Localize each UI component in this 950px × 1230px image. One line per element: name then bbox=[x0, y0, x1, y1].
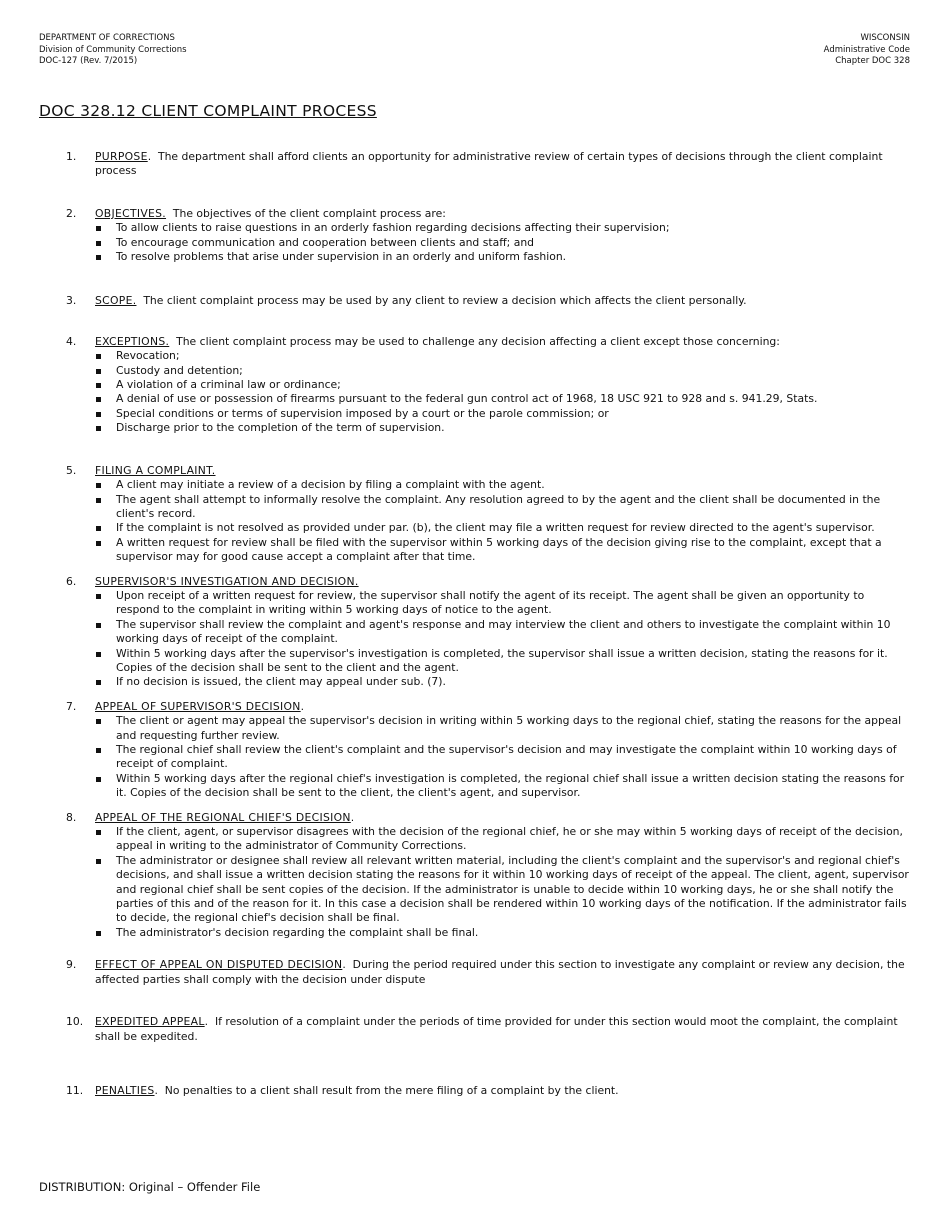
section-heading: APPEAL OF SUPERVISOR'S DECISION bbox=[95, 699, 301, 713]
distribution-label: DISTRIBUTION: bbox=[39, 1180, 126, 1194]
bullet-item: The administrator or designee shall review all relevant written material, including the client's complaint and the supervisor's and regional chief's decisions, and shall issue a written decision stating the reasons for it within 10 working days of receipt of the appeal. The client, agent, supervisor and regional chief shall be sent copies of the decision. If the administrator is unable to decide within 10 working days, he or she shall notify the parties of this and of the reason for it. In this case a decision shall be rendered within 10 working days of the notification. If the administrator fails to decide, the regional chief's decision shall be final. bbox=[95, 854, 911, 926]
section-number: 6. bbox=[66, 574, 77, 588]
section-lead bbox=[95, 207, 911, 221]
bullet-item: If no decision is issued, the client may appeal under sub. (7). bbox=[95, 675, 911, 689]
section-text: The client complaint process may be used to challenge any decision affecting a client except those concerning: bbox=[169, 334, 780, 348]
section-bullets bbox=[95, 478, 911, 564]
section-number: 10. bbox=[66, 1015, 84, 1029]
bullet-item: Custody and detention; bbox=[95, 364, 911, 378]
section-bullets bbox=[95, 589, 911, 690]
section-6 bbox=[39, 575, 911, 690]
state-name: WISCONSIN bbox=[860, 33, 910, 43]
section-lead bbox=[95, 464, 911, 478]
bullet-item: The client or agent may appeal the supervisor's decision in writing within 5 working days to the regional chief, stating the reasons for the appeal and requesting further review. bbox=[95, 714, 911, 743]
section-lead bbox=[95, 575, 911, 589]
section-text: . During the period required under this section to investigate any complaint or review any decision, the affected parties shall comply with the decision under dispute bbox=[95, 958, 909, 986]
section-11 bbox=[39, 1084, 911, 1098]
header-left bbox=[39, 33, 187, 68]
bullet-item: To allow clients to raise questions in an orderly fashion regarding decisions affecting their supervision; bbox=[95, 221, 911, 235]
bullet-item: Within 5 working days after the supervisor's investigation is completed, the supervisor shall issue a written decision, stating the reasons for it. Copies of the decision shall be sent to the client and the agent. bbox=[95, 647, 911, 676]
distribution-footer bbox=[39, 1180, 260, 1194]
section-text: . The department shall afford clients an opportunity for administrative review of certain types of decisions through the client complaint process bbox=[95, 150, 887, 178]
section-lead bbox=[95, 294, 911, 308]
section-heading: SUPERVISOR'S INVESTIGATION AND DECISION. bbox=[95, 574, 359, 588]
section-3 bbox=[39, 294, 911, 308]
section-9 bbox=[39, 958, 911, 987]
header-right bbox=[824, 33, 910, 68]
section-text: The objectives of the client complaint process are: bbox=[166, 206, 446, 220]
section-bullets bbox=[95, 349, 911, 435]
bullet-item: The supervisor shall review the complaint and agent's response and may interview the client and others to investigate the complaint within 10 working days of receipt of the complaint. bbox=[95, 618, 911, 647]
bullet-item: To resolve problems that arise under supervision in an orderly and uniform fashion. bbox=[95, 250, 911, 264]
page-title: DOC 328.12 CLIENT COMPLAINT PROCESS bbox=[39, 102, 377, 120]
section-text: . bbox=[300, 699, 305, 713]
bullet-item: The agent shall attempt to informally resolve the complaint. Any resolution agreed to by the agent and the client shall be documented in the client's record. bbox=[95, 493, 911, 522]
section-number: 2. bbox=[66, 206, 77, 220]
section-7 bbox=[39, 700, 911, 801]
section-number: 11. bbox=[66, 1083, 84, 1097]
section-lead bbox=[95, 811, 911, 825]
section-text: . No penalties to a client shall result from the mere filing of a complaint by the client. bbox=[154, 1083, 619, 1097]
section-lead bbox=[95, 1084, 911, 1098]
bullet-item: A violation of a criminal law or ordinance; bbox=[95, 378, 911, 392]
section-heading: FILING A COMPLAINT. bbox=[95, 463, 216, 477]
section-2 bbox=[39, 207, 911, 265]
distribution-value: Original – Offender File bbox=[125, 1180, 261, 1194]
section-number: 7. bbox=[66, 699, 77, 713]
department-name: DEPARTMENT OF CORRECTIONS bbox=[39, 33, 175, 43]
section-heading: EFFECT OF APPEAL ON DISPUTED DECISION bbox=[95, 958, 343, 972]
section-10 bbox=[39, 1015, 911, 1044]
division-name: Division of Community Corrections bbox=[39, 44, 187, 55]
section-bullets bbox=[95, 714, 911, 800]
bullet-item: A written request for review shall be filed with the supervisor within 5 working days of the decision giving rise to the complaint, except that a supervisor may for good cause accept a complaint after that time. bbox=[95, 536, 911, 565]
section-lead bbox=[95, 150, 911, 179]
section-heading: APPEAL OF THE REGIONAL CHIEF'S DECISION bbox=[95, 810, 351, 824]
bullet-item: A client may initiate a review of a decision by filing a complaint with the agent. bbox=[95, 478, 911, 492]
sections-list bbox=[39, 150, 911, 1098]
code-name: Administrative Code bbox=[823, 44, 910, 55]
section-5 bbox=[39, 464, 911, 565]
section-text: . If resolution of a complaint under the periods of time provided for under this section would moot the complaint, the complaint shall be expedited. bbox=[95, 1015, 902, 1043]
section-text: . bbox=[350, 810, 355, 824]
section-number: 1. bbox=[66, 150, 77, 163]
section-lead bbox=[95, 700, 911, 714]
section-number: 5. bbox=[66, 463, 77, 477]
bullet-item: To encourage communication and cooperation between clients and staff; and bbox=[95, 236, 911, 250]
bullet-item: Upon receipt of a written request for review, the supervisor shall notify the agent of its receipt. The agent shall be given an opportunity to respond to the complaint in writing within 5 working days of notice to the agent. bbox=[95, 589, 911, 618]
section-heading: PENALTIES bbox=[95, 1083, 155, 1097]
section-heading: PURPOSE bbox=[95, 150, 148, 163]
section-lead bbox=[95, 958, 911, 987]
section-heading: EXCEPTIONS. bbox=[95, 334, 170, 348]
bullet-item: The regional chief shall review the client's complaint and the supervisor's decision and may investigate the complaint within 10 working days of receipt of complaint. bbox=[95, 743, 911, 772]
section-8 bbox=[39, 811, 911, 941]
bullet-item: If the client, agent, or supervisor disagrees with the decision of the regional chief, he or she may within 5 working days of receipt of the decision, appeal in writing to the administrator of Community Corrections. bbox=[95, 825, 911, 854]
section-text: The client complaint process may be used by any client to review a decision which affects the client personally. bbox=[136, 294, 747, 308]
section-number: 8. bbox=[66, 810, 77, 824]
section-bullets bbox=[95, 221, 911, 264]
section-4 bbox=[39, 335, 911, 436]
section-heading: OBJECTIVES. bbox=[95, 206, 167, 220]
section-heading: EXPEDITED APPEAL bbox=[95, 1015, 205, 1029]
bullet-item: If the complaint is not resolved as provided under par. (b), the client may file a written request for review directed to the agent's supervisor. bbox=[95, 521, 911, 535]
chapter-name: Chapter DOC 328 bbox=[835, 56, 910, 66]
bullet-item: Special conditions or terms of supervision imposed by a court or the parole commission; or bbox=[95, 407, 911, 421]
section-lead bbox=[95, 335, 911, 349]
bullet-item: The administrator's decision regarding the complaint shall be final. bbox=[95, 926, 911, 940]
bullet-item: A denial of use or possession of firearms pursuant to the federal gun control act of 1968, 18 USC 921 to 928 and s. 941.29, Stats. bbox=[95, 392, 911, 406]
bullet-item: Revocation; bbox=[95, 349, 911, 363]
section-number: 9. bbox=[66, 958, 77, 972]
section-number: 3. bbox=[66, 294, 77, 308]
section-number: 4. bbox=[66, 334, 77, 348]
section-bullets bbox=[95, 825, 911, 940]
bullet-item: Discharge prior to the completion of the term of supervision. bbox=[95, 421, 911, 435]
bullet-item: Within 5 working days after the regional chief's investigation is completed, the regional chief shall issue a written decision stating the reasons for it. Copies of the decision shall be sent to the client, the client's agent, and supervisor. bbox=[95, 772, 911, 801]
section-lead bbox=[95, 1015, 911, 1044]
section-1 bbox=[39, 150, 911, 179]
form-number: DOC-127 (Rev. 7/2015) bbox=[39, 56, 138, 66]
section-heading: SCOPE. bbox=[95, 294, 137, 308]
